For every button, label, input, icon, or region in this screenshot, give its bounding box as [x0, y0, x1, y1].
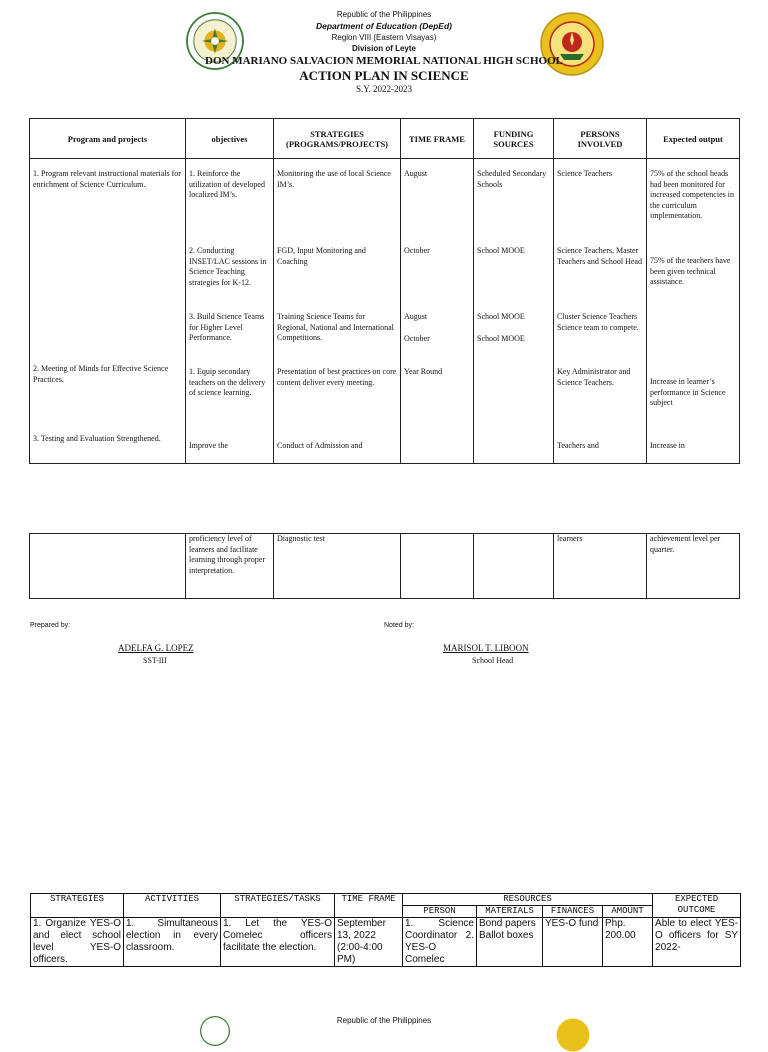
time-frame-cell: Year Round: [404, 367, 443, 376]
strategy-cell: Conduct of Admission and: [277, 441, 363, 450]
strategy-cell: Diagnostic test: [274, 534, 401, 599]
country-line: Republic of the Philippines: [336, 10, 432, 19]
output-cell: 75% of the school heads had been monitored for increased competencies in the curriculum implementation.: [650, 169, 734, 220]
time-frame-cell: August: [404, 312, 428, 321]
persons-cell: Cluster Science Teachers Science team to compete.: [557, 312, 639, 332]
objective-cell: proficiency level of learners and facilitate learning through proper interpretation.: [186, 534, 274, 599]
prepared-by-label: Prepared by:: [30, 622, 71, 629]
funding-cell: School MOOE: [477, 334, 525, 343]
output-cell: Increase in: [650, 441, 685, 450]
noted-by-name: MARISOL T. LIBOON: [443, 643, 529, 653]
yeso-header-row: [31, 894, 741, 906]
objective-cell: 1. Reinforce the utilization of developed localized IM’s.: [189, 169, 265, 199]
col-header-time-frame: TIME FRAME: [401, 119, 474, 159]
program-cell: 2. Meeting of Minds for Effective Science Practices.: [33, 364, 169, 384]
yeso-col-activities: ACTIVITIES: [124, 894, 221, 918]
department-line: Department of Education (DepEd): [315, 21, 452, 31]
yeso-activity-cell: 1. Simultaneous election in every classroom.: [124, 918, 221, 967]
col-header-objectives: objectives: [186, 119, 274, 159]
time-frame-cell: August: [404, 169, 428, 178]
yeso-col-resources: RESOURCES: [403, 894, 653, 906]
yeso-col-amount: AMOUNT: [603, 906, 653, 918]
funding-cell: [474, 534, 554, 599]
school-name: DON MARIANO SALVACION MEMORIAL NATIONAL HIGH SCHOOL: [205, 55, 563, 67]
school-year: S.Y. 2022-2023: [355, 84, 413, 94]
noted-by-position: School Head: [472, 656, 514, 665]
strategy-cell: FGD, Input Monitoring and Coaching: [277, 246, 366, 266]
action-plan-table: [29, 118, 740, 464]
table-row: [31, 918, 741, 967]
objective-cell: 3. Build Science Teams for Higher Level Performance.: [189, 312, 265, 342]
action-plan-table-continued: [29, 533, 740, 599]
table-row: [30, 159, 740, 464]
col-header-strategies: STRATEGIES (PROGRAMS/PROJECTS): [274, 119, 401, 159]
col-header-output: Expected output: [647, 119, 740, 159]
persons-cell: Science Teachers, Master Teachers and School Head: [557, 246, 642, 266]
program-cell: 1. Program relevant instructional materials for enrichment of Science Curriculum.: [33, 169, 181, 189]
time-frame-cell: October: [404, 246, 430, 255]
strategy-cell: Monitoring the use of local Science IM’s.: [277, 169, 391, 189]
yeso-time-frame-cell: September 13, 2022 (2:00-4:00 PM): [335, 918, 403, 967]
yeso-col-strategies: STRATEGIES: [31, 894, 124, 918]
output-cell: achievement level per quarter.: [647, 534, 740, 599]
time-frame-cell: [401, 534, 474, 599]
strategy-cell: Training Science Teams for Regional, National and International Competitions.: [277, 312, 394, 342]
output-cell: Increase in learner’s performance in Science subject: [650, 377, 726, 407]
division-line: Division of Leyte: [351, 44, 416, 53]
persons-cell: Teachers and: [557, 441, 599, 450]
funding-cell: Scheduled Secondary Schools: [477, 169, 547, 189]
program-cell: [30, 534, 186, 599]
persons-cell: Science Teachers: [557, 169, 613, 178]
objective-cell: 2. Conducting INSET/LAC sessions in Science Teaching strategies for K-12.: [189, 246, 267, 287]
yeso-plan-table: [30, 893, 741, 967]
yeso-finances-cell: YES-O fund: [543, 918, 603, 967]
yeso-col-finances: FINANCES: [543, 906, 603, 918]
table-header-row: [30, 119, 740, 159]
yeso-materials-cell: Bond papers Ballot boxes: [477, 918, 543, 967]
funding-cell: School MOOE: [477, 312, 525, 321]
yeso-col-time-frame: TIME FRAME: [335, 894, 403, 918]
yeso-strategy-cell: 1. Organize YES-O and elect school level YES-O officers.: [31, 918, 124, 967]
objective-cell: Improve the: [189, 441, 228, 450]
col-header-program: Program and projects: [30, 119, 186, 159]
yeso-col-outcome: EXPECTED OUTCOME: [653, 894, 741, 918]
yeso-col-materials: MATERIALS: [477, 906, 543, 918]
persons-cell: learners: [554, 534, 647, 599]
document-title: ACTION PLAN IN SCIENCE: [299, 68, 469, 83]
persons-cell: Key Administrator and Science Teachers.: [557, 367, 631, 387]
yeso-task-cell: 1. Let the YES-O Comelec officers facilitate the election.: [221, 918, 335, 967]
yeso-col-tasks: STRATEGIES/TASKS: [221, 894, 335, 918]
prepared-by-name: ADELFA G. LOPEZ: [118, 643, 194, 653]
col-header-funding: FUNDING SOURCES: [474, 119, 554, 159]
objective-cell: 1. Equip secondary teachers on the delivery of science learning.: [189, 367, 266, 397]
yeso-col-person: PERSON: [403, 906, 477, 918]
yeso-outcome-cell: Able to elect YES-O officers for SY 2022-: [653, 918, 741, 967]
output-cell: 75% of the teachers have been given technical assistance.: [650, 256, 731, 286]
country-line: Republic of the Philippines: [336, 1016, 432, 1025]
time-frame-cell: October: [404, 334, 430, 343]
strategy-cell: Presentation of best practices on core content deliver every meeting.: [277, 367, 397, 387]
yeso-person-cell: 1. Science Coordinator 2. YES-O Comelec: [403, 918, 477, 967]
region-line: Region VIII (Eastern Visayas): [331, 33, 437, 42]
col-header-persons: PERSONS INVOLVED: [554, 119, 647, 159]
table-row: [30, 534, 740, 599]
noted-by-label: Noted by:: [384, 622, 414, 629]
funding-cell: School MOOE: [477, 246, 525, 255]
prepared-by-position: SST-III: [143, 656, 167, 665]
program-cell: 3. Testing and Evaluation Strengthened.: [33, 434, 161, 443]
yeso-amount-cell: Php. 200.00: [603, 918, 653, 967]
